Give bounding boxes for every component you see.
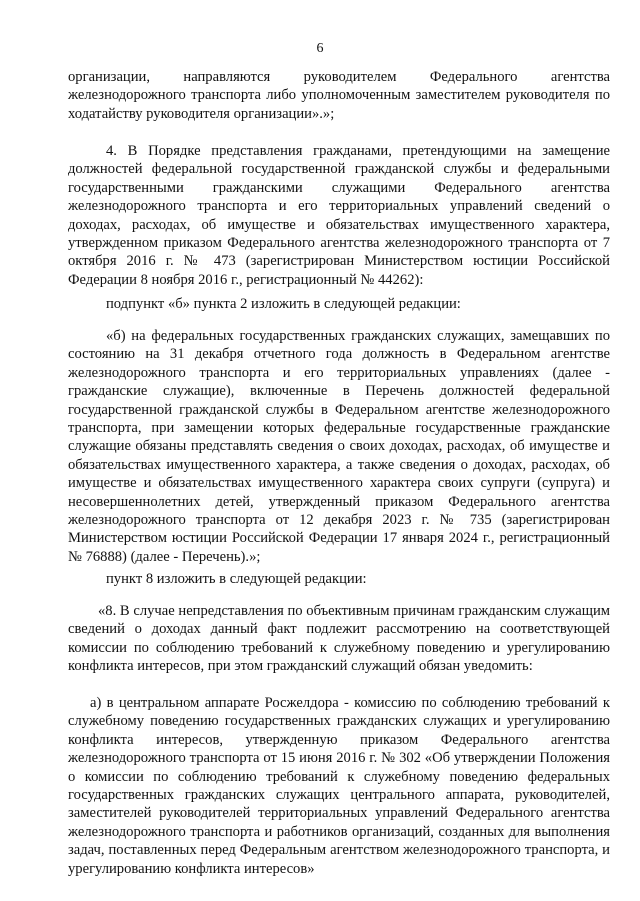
paragraph-point-8-a: а) в центральном аппарате Росжелдора - комиссию по соблюдению требований к служебному поведению государственных гражданских служащих и урегулированию конфликта интересов, утвержденную приказом Федерального агентства железнодорожного транспорта от 15 июня 2016 г. № 302 «Об утверждении Положения о комиссии по соблюдению требований к служебному поведению федеральных государственных гражданских служащих центрального аппарата, руководителей, заместителей руководителей территориальных управлений Федерального агентства железнодорожного транспорта и работников организаций, созданных для выполнения задач, поставленных перед Федеральным агентством железнодорожного транспорта, и урегулированию конфликта интересов» xyxy=(68,695,610,877)
paragraph-subpoint-b-intro: подпункт «б» пункта 2 изложить в следующей редакции: xyxy=(106,296,461,312)
paragraph-subpoint-b-text: «б) на федеральных государственных гражданских служащих, замещавших по состоянию на 31 декабря отчетного года должность в Федеральном агентстве железнодорожного транспорта и его территориальных управлениях (далее - гражданские служащие), включенные в Перечень должностей федеральной государственной гражданской службы в Федеральном агентстве железнодорожного транспорта, при замещении которых федеральные государственные гражданские служащие обязаны представлять сведения о своих доходах, расходах, об имуществе и обязательствах имущественного характера, а также сведения о доходах, расходах, об имуществе и обязательствах имущественного характера своих супруги (супруга) и несовершеннолетних детей, утвержденный приказом Федерального агентства железнодорожного транспорта от 12 декабря 2023 г. № 735 (зарегистрирован Министерством юстиции Российской Федерации 17 января 2024 г., регистрационный № 76888) (далее - Перечень).»; xyxy=(68,328,610,565)
paragraph-point-8-text: «8. В случае непредставления по объективным причинам гражданским служащим сведений о доходах данный факт подлежит рассмотрению на соответствующей комиссии по соблюдению требований к служебному поведению и урегулированию конфликта интересов, при этом гражданский служащий обязан уведомить: xyxy=(68,603,610,675)
paragraph-continuation: организации, направляются руководителем Федерального агентства железнодорожного транспорта либо уполномоченным заместителем руководителя по ходатайству руководителя организации».»; xyxy=(68,69,610,122)
paragraph-point-8-intro: пункт 8 изложить в следующей редакции: xyxy=(106,571,367,587)
paragraph-item-4: 4. В Порядке представления гражданами, претендующими на замещение должностей федеральной государственной гражданской службы и федеральными государственными гражданскими служащими Федерального агентства железнодорожного транспорта и его территориальных управлений сведений о доходах, расходах, об имуществе и обязательствах имущественного характера, утвержденном приказом Федерального агентства железнодорожного транспорта от 7 октября 2016 г. № 473 (зарегистрирован Министерством юстиции Российской Федерации 8 ноября 2016 г., регистрационный № 44262): xyxy=(68,143,610,288)
page-number: 6 xyxy=(316,41,324,56)
